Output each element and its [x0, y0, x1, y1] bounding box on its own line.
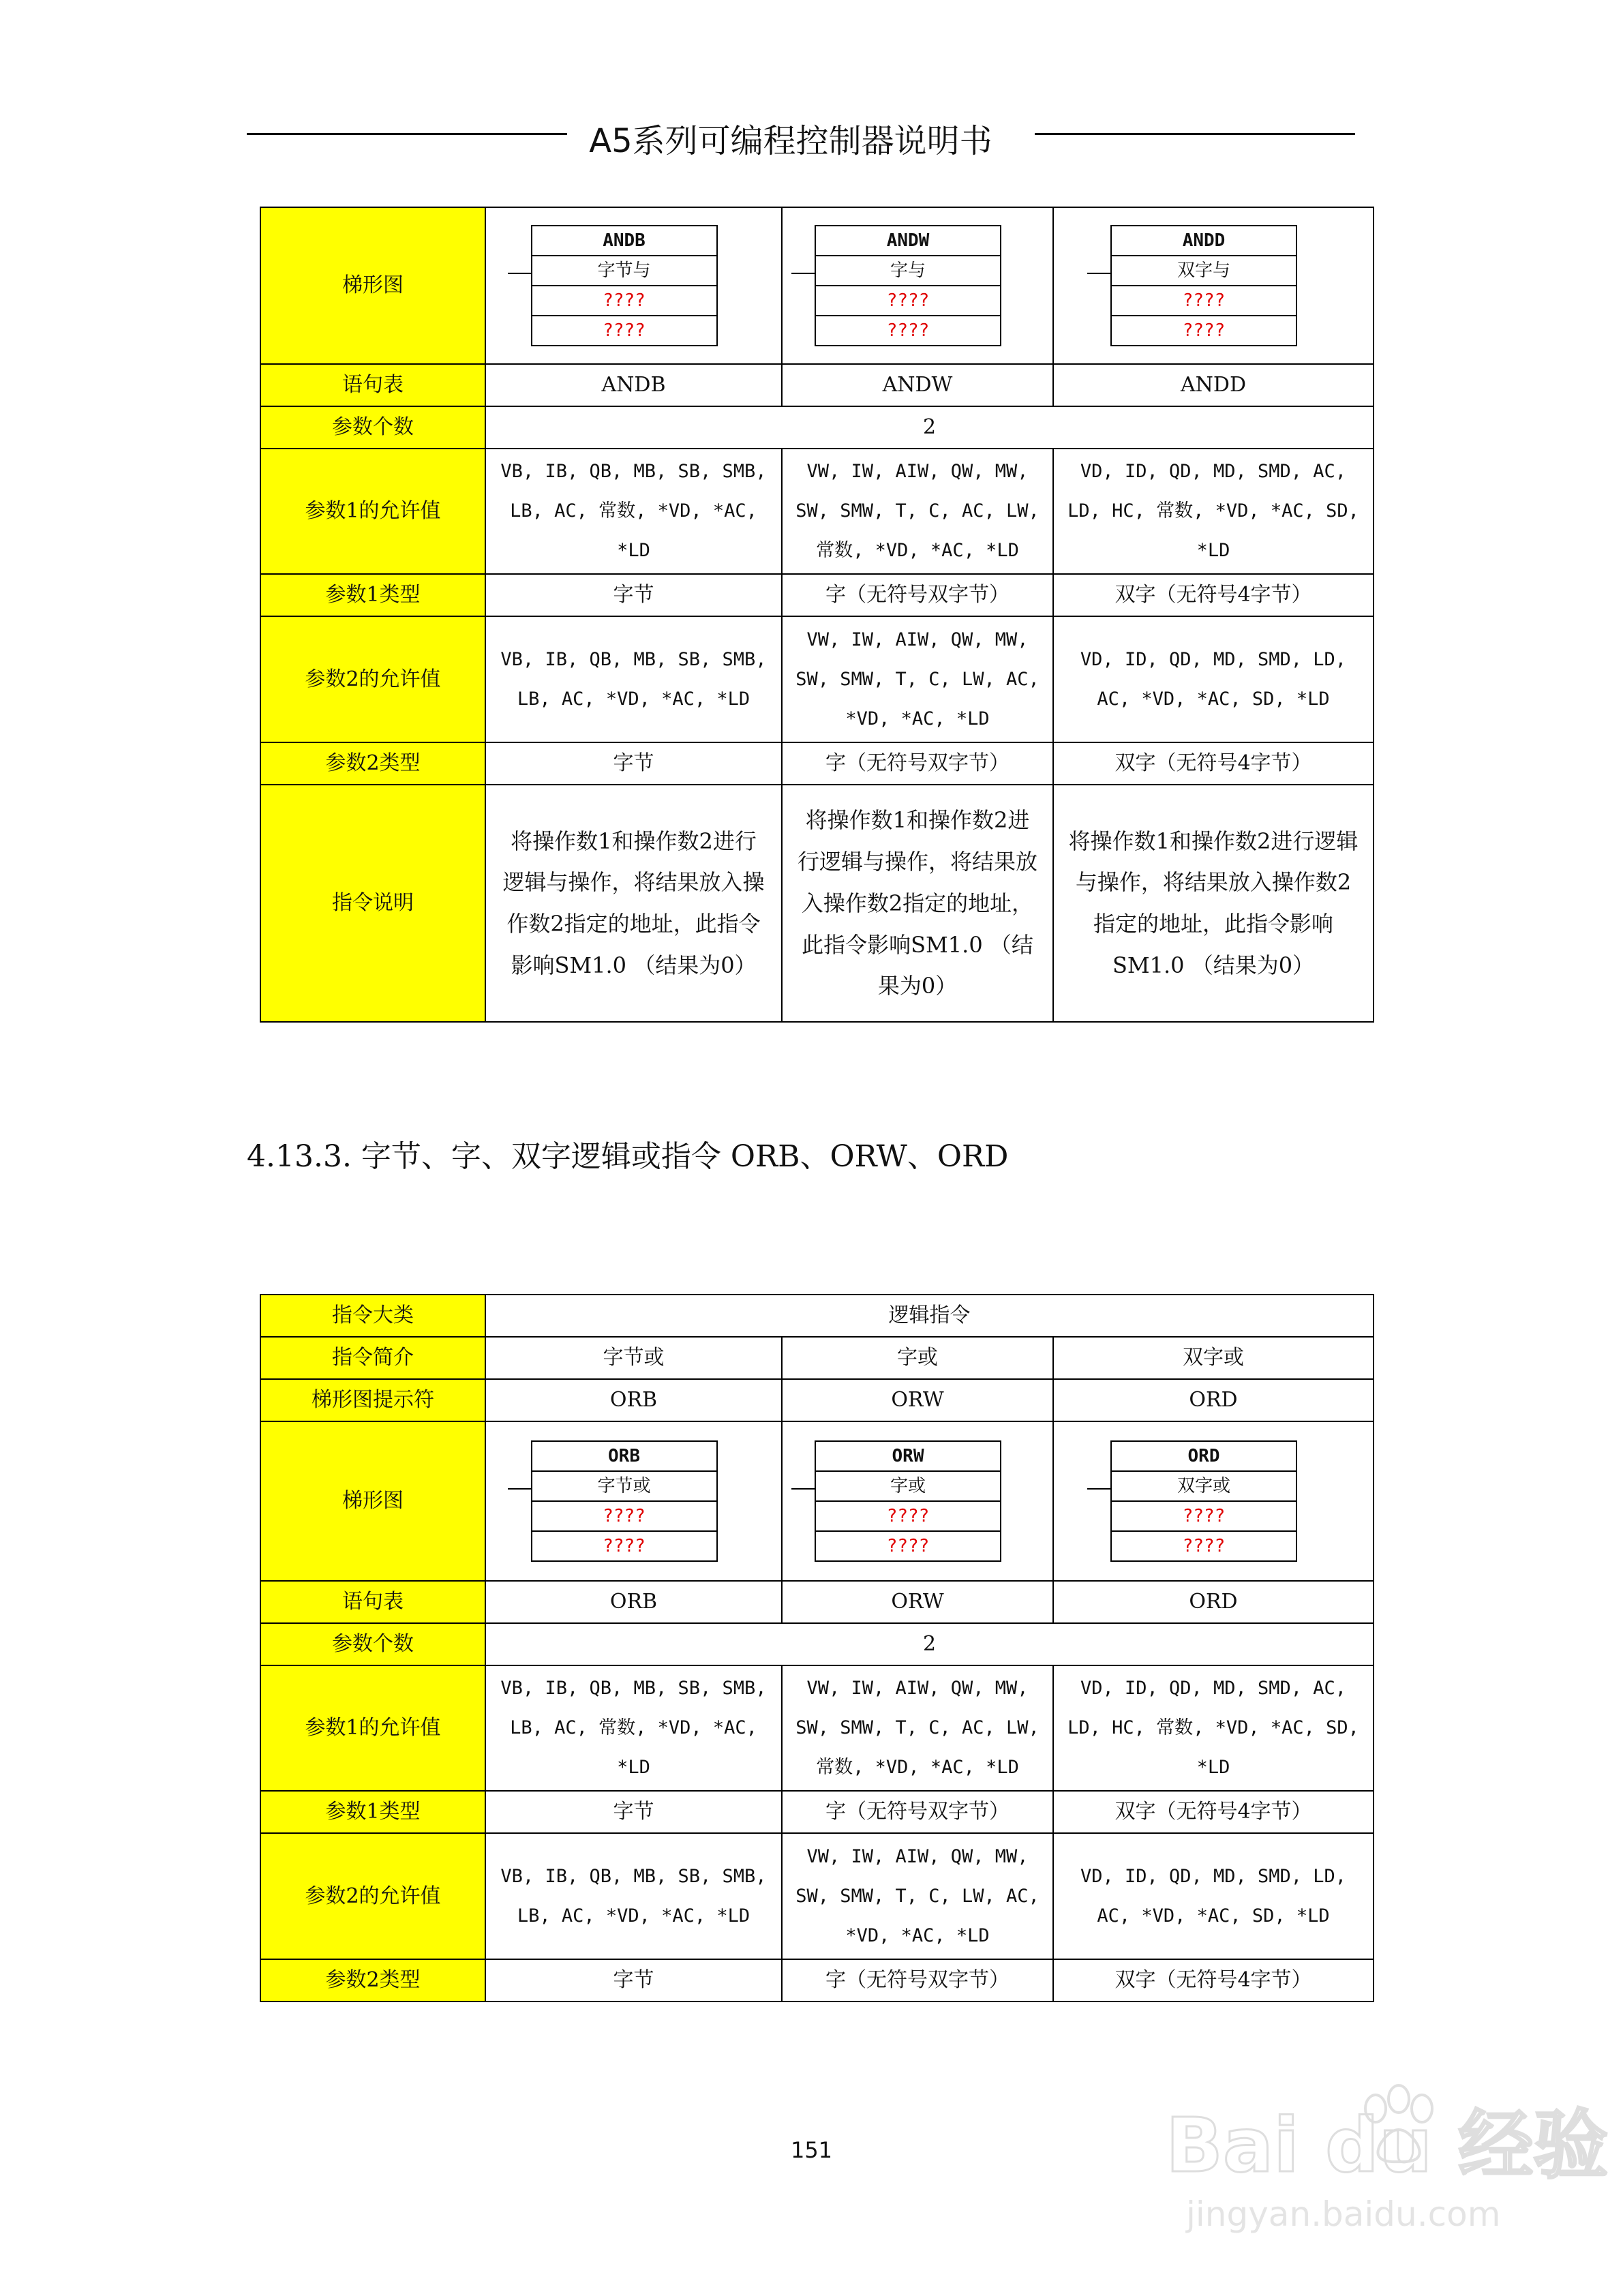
row-label: 参数1的允许值: [260, 449, 485, 574]
table-cell: 字（无符号双字节）: [782, 574, 1053, 616]
instruction-box: [815, 225, 1001, 346]
table-row: [260, 574, 1374, 616]
power-rail-stub: [791, 273, 815, 274]
table-cell: 字节: [485, 1791, 782, 1833]
table-cell: 双字或: [1053, 1337, 1374, 1379]
instruction-mnemonic: ORD: [1112, 1442, 1296, 1472]
table-row: [260, 364, 1374, 406]
row-label: 参数1类型: [260, 1791, 485, 1833]
table-cell: 双字（无符号4字节）: [1053, 574, 1374, 616]
ladder-diagram: [508, 225, 760, 346]
instruction-name: 字或: [816, 1472, 1000, 1502]
table-row: [260, 1665, 1374, 1791]
param2-placeholder: ????: [603, 320, 646, 341]
instruction-box: [1110, 1440, 1297, 1562]
table-cell: ORB: [485, 1379, 782, 1421]
table-cell: 逻辑指令: [485, 1295, 1374, 1337]
row-label: 参数2类型: [260, 1959, 485, 2002]
instruction-box: [815, 1440, 1001, 1562]
table-cell: 字节: [485, 1959, 782, 2002]
table-cell: 2: [485, 406, 1374, 449]
param1-placeholder: ????: [816, 1502, 1000, 1532]
param1-placeholder: ????: [1112, 286, 1296, 316]
table-cell: VB, IB, QB, MB, SB, SMB, LB, AC, 常数, *VD, *AC, *LD: [485, 449, 782, 574]
table-cell: VD, ID, QD, MD, SMD, LD, AC, *VD, *AC, SD, *LD: [1053, 1833, 1374, 1959]
param2-placeholder: ????: [1182, 1536, 1226, 1556]
table-cell: 字节或: [485, 1337, 782, 1379]
param1-placeholder: ????: [816, 286, 1000, 316]
row-label: 参数2的允许值: [260, 1833, 485, 1959]
table-cell: ORW: [782, 1379, 1053, 1421]
instruction-mnemonic: ANDB: [532, 226, 716, 256]
row-label: 参数个数: [260, 406, 485, 449]
row-label: 参数2类型: [260, 742, 485, 785]
table-cell: 将操作数1和操作数2进行逻辑与操作，将结果放入操作数2指定的地址，此指令影响SM1.0 （结果为0）: [1053, 785, 1374, 1022]
header-rule-left: [247, 133, 567, 135]
and-instruction-table: [260, 207, 1374, 1023]
instruction-box: [531, 1440, 718, 1562]
param2-placeholder: ????: [886, 320, 930, 341]
instruction-name: 双字或: [1112, 1472, 1296, 1502]
table-cell: VW, IW, AIW, QW, MW, SW, SMW, T, C, LW, AC, *VD, *AC, *LD: [782, 616, 1053, 742]
table-cell: ORW: [782, 1581, 1053, 1623]
table-row: [260, 1791, 1374, 1833]
ladder-diagram: [791, 1440, 1044, 1562]
table-cell: 字（无符号双字节）: [782, 742, 1053, 785]
instruction-name: 字与: [816, 256, 1000, 286]
table-cell: VD, ID, QD, MD, SMD, AC, LD, HC, 常数, *VD, *AC, SD, *LD: [1053, 449, 1374, 574]
ladder-cell: [1053, 207, 1374, 364]
watermark-url: jingyan.baidu.com: [1186, 2194, 1501, 2234]
table-row: [260, 449, 1374, 574]
row-label: 梯形图: [260, 1421, 485, 1581]
table-row: [260, 1337, 1374, 1379]
table-cell: 2: [485, 1623, 1374, 1665]
baidu-watermark: [1159, 2069, 1609, 2239]
row-label: 指令大类: [260, 1295, 485, 1337]
document-title: A5系列可编程控制器说明书: [589, 122, 992, 160]
table-row: [260, 207, 1374, 364]
section-heading: 4.13.3. 字节、字、双字逻辑或指令 ORB、ORW、ORD: [247, 1139, 1009, 1174]
table-cell: ANDW: [782, 364, 1053, 406]
table-cell: ORD: [1053, 1379, 1374, 1421]
header-rule-right: [1035, 133, 1355, 135]
table-cell: ORD: [1053, 1581, 1374, 1623]
param2-placeholder: ????: [603, 1536, 646, 1556]
row-label: 梯形图提示符: [260, 1379, 485, 1421]
table-row: [260, 1833, 1374, 1959]
instruction-mnemonic: ORW: [816, 1442, 1000, 1472]
table-cell: 双字（无符号4字节）: [1053, 1791, 1374, 1833]
instruction-name: 字节与: [532, 256, 716, 286]
table-row: [260, 1421, 1374, 1581]
instruction-box: [531, 225, 718, 346]
param1-placeholder: ????: [532, 286, 716, 316]
ladder-diagram: [1087, 1440, 1339, 1562]
ladder-diagram: [508, 1440, 760, 1562]
table-cell: 双字（无符号4字节）: [1053, 1959, 1374, 2002]
param2-placeholder: ????: [886, 1536, 930, 1556]
table-cell: 字节: [485, 742, 782, 785]
table-cell: VD, ID, QD, MD, SMD, AC, LD, HC, 常数, *VD, *AC, SD, *LD: [1053, 1665, 1374, 1791]
param1-placeholder: ????: [1112, 1502, 1296, 1532]
instruction-mnemonic: ANDD: [1112, 226, 1296, 256]
table-cell: 将操作数1和操作数2进行逻辑与操作，将结果放入操作数2指定的地址，此指令影响SM1.0 （结果为0）: [782, 785, 1053, 1022]
table-cell: VB, IB, QB, MB, SB, SMB, LB, AC, 常数, *VD, *AC, *LD: [485, 1665, 782, 1791]
instruction-name: 双字与: [1112, 256, 1296, 286]
table-cell: 字（无符号双字节）: [782, 1959, 1053, 2002]
table-cell: VW, IW, AIW, QW, MW, SW, SMW, T, C, AC, LW, 常数, *VD, *AC, *LD: [782, 449, 1053, 574]
table-cell: VB, IB, QB, MB, SB, SMB, LB, AC, *VD, *AC, *LD: [485, 1833, 782, 1959]
table-cell: 字（无符号双字节）: [782, 1791, 1053, 1833]
instruction-name: 字节或: [532, 1472, 716, 1502]
table-row: [260, 742, 1374, 785]
table-row: [260, 1959, 1374, 2002]
table-row: [260, 1581, 1374, 1623]
ladder-cell: [485, 1421, 782, 1581]
row-label: 参数1的允许值: [260, 1665, 485, 1791]
ladder-diagram: [791, 225, 1044, 346]
table-cell: 字节: [485, 574, 782, 616]
row-label: 参数个数: [260, 1623, 485, 1665]
table-cell: ANDB: [485, 364, 782, 406]
param1-placeholder: ????: [532, 1502, 716, 1532]
power-rail-stub: [1087, 1488, 1110, 1490]
row-label: 语句表: [260, 364, 485, 406]
table-cell: ANDD: [1053, 364, 1374, 406]
ladder-diagram: [1087, 225, 1339, 346]
row-label: 梯形图: [260, 207, 485, 364]
table-cell: 字或: [782, 1337, 1053, 1379]
table-row: [260, 406, 1374, 449]
table-cell: 双字（无符号4字节）: [1053, 742, 1374, 785]
table-row: [260, 1295, 1374, 1337]
ladder-cell: [1053, 1421, 1374, 1581]
ladder-cell: [782, 207, 1053, 364]
row-label: 参数1类型: [260, 574, 485, 616]
row-label: 参数2的允许值: [260, 616, 485, 742]
power-rail-stub: [791, 1488, 815, 1490]
table-cell: ORB: [485, 1581, 782, 1623]
watermark-brand: Bai du 经验: [1166, 2102, 1609, 2189]
power-rail-stub: [508, 1488, 531, 1490]
param2-placeholder: ????: [1182, 320, 1226, 341]
power-rail-stub: [1087, 273, 1110, 274]
page-number: 151: [790, 2137, 833, 2163]
table-cell: VW, IW, AIW, QW, MW, SW, SMW, T, C, LW, AC, *VD, *AC, *LD: [782, 1833, 1053, 1959]
or-instruction-table: [260, 1294, 1374, 2002]
row-label: 语句表: [260, 1581, 485, 1623]
power-rail-stub: [508, 273, 531, 274]
row-label: 指令说明: [260, 785, 485, 1022]
table-row: [260, 1379, 1374, 1421]
table-row: [260, 616, 1374, 742]
row-label: 指令简介: [260, 1337, 485, 1379]
instruction-mnemonic: ANDW: [816, 226, 1000, 256]
table-cell: VB, IB, QB, MB, SB, SMB, LB, AC, *VD, *AC, *LD: [485, 616, 782, 742]
ladder-cell: [782, 1421, 1053, 1581]
table-row: [260, 785, 1374, 1022]
instruction-box: [1110, 225, 1297, 346]
table-cell: VW, IW, AIW, QW, MW, SW, SMW, T, C, AC, LW, 常数, *VD, *AC, *LD: [782, 1665, 1053, 1791]
table-cell: 将操作数1和操作数2进行逻辑与操作，将结果放入操作数2指定的地址，此指令影响SM1.0 （结果为0）: [485, 785, 782, 1022]
instruction-mnemonic: ORB: [532, 1442, 716, 1472]
table-cell: VD, ID, QD, MD, SMD, LD, AC, *VD, *AC, SD, *LD: [1053, 616, 1374, 742]
table-row: [260, 1623, 1374, 1665]
ladder-cell: [485, 207, 782, 364]
